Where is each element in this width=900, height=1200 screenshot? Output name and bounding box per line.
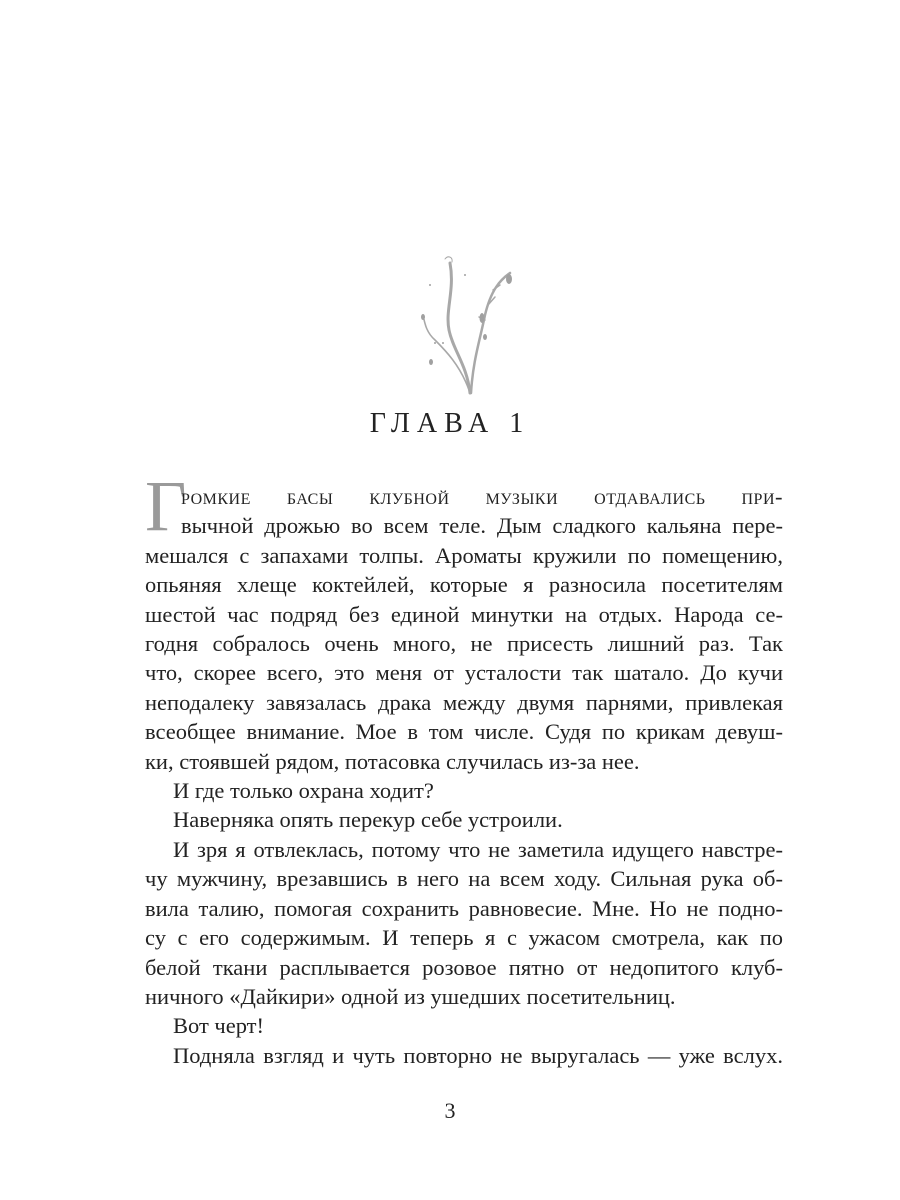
floral-ornament-icon (405, 245, 515, 395)
text-line: что, скорее всего, это меня от усталости так шатало. До кучи (145, 660, 783, 686)
text-line: белой ткани расплывается розовое пятно от недопитого клуб- (145, 954, 783, 980)
text-line: Наверняка опять перекур себе устроили. (173, 807, 563, 833)
page-number: 3 (444, 1098, 456, 1123)
text-line: вила талию, помогая сохранить равновесие. Мне. Но не подно- (145, 895, 783, 921)
text-line: годня собралось очень много, не присесть лишний раз. Так (145, 631, 783, 657)
text-line: мешался с запахами толпы. Ароматы кружили по помещению, (145, 542, 783, 568)
text-line: всеобщее внимание. Мое в том числе. Судя по крикам девуш- (145, 719, 783, 745)
text-line: ничного «Дайкири» одной из ушедших посетительниц. (145, 983, 676, 1009)
text-line: вычной дрожью во всем теле. Дым сладкого кальяна пере- (181, 513, 783, 539)
text-line: ки, стоявшей рядом, потасовка случилась из-за нее. (145, 748, 640, 774)
chapter-title: ГЛАВА 1 (369, 408, 531, 439)
text-line: су с его содержимым. И теперь я с ужасом смотрела, как по (145, 925, 783, 951)
text-line: Вот черт! (173, 1013, 264, 1039)
text-line: ромкие басы клубной музыки отдавались при- (181, 484, 783, 509)
drop-cap: Г (145, 466, 187, 546)
text-line: опьяняя хлеще коктейлей, которые я разносила посетителям (145, 572, 783, 598)
text-line: неподалеку завязалась драка между двумя парнями, привлекая (145, 689, 783, 715)
text-line: шестой час подряд без единой минутки на отдых. Народа се- (145, 601, 783, 627)
text-line: чу мужчину, врезавшись в него на всем ходу. Сильная рука об- (145, 866, 783, 892)
chapter-text (145, 482, 783, 1070)
text-line: И зря я отвлеклась, потому что не заметила идущего навстре- (173, 836, 783, 862)
text-line: И где только охрана ходит? (173, 778, 434, 804)
text-line: Подняла взгляд и чуть повторно не выругалась — уже вслух. (173, 1042, 783, 1068)
